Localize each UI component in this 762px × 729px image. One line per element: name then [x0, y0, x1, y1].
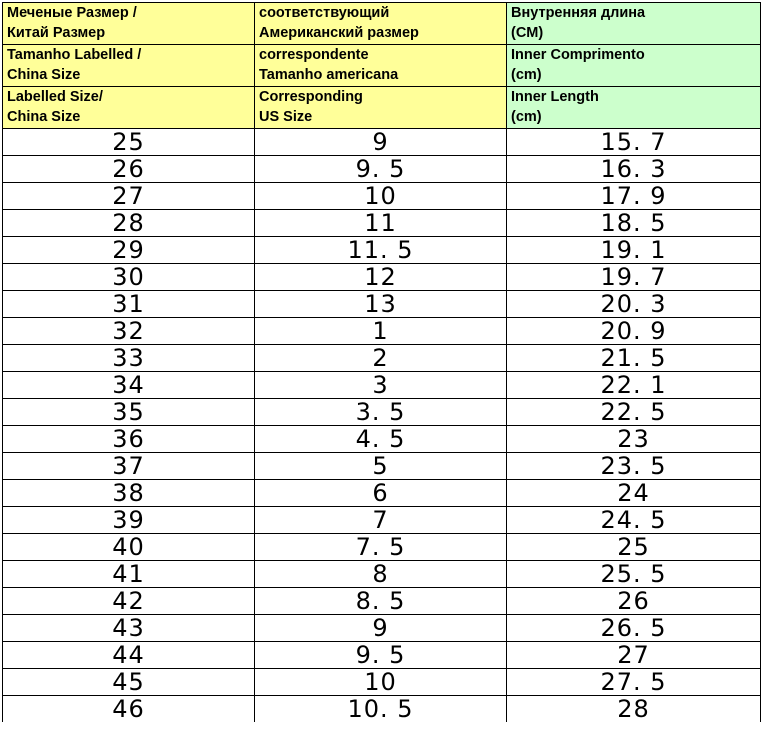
us-size-cell: 11. 5	[255, 237, 507, 264]
china-size-cell: 46	[3, 696, 255, 723]
header-text: (cm)	[511, 67, 542, 83]
inner-length-cell: 23. 5	[507, 453, 761, 480]
table-row	[3, 642, 761, 669]
china-size-cell: 30	[3, 264, 255, 291]
china-size-cell: 35	[3, 399, 255, 426]
china-size-cell: 28	[3, 210, 255, 237]
header-cell-china-size	[3, 45, 255, 87]
table-row	[3, 426, 761, 453]
inner-length-cell: 27	[507, 642, 761, 669]
header-text: Tamanho Labelled /	[7, 47, 142, 63]
header-row	[3, 3, 761, 45]
header-text: correspondente	[259, 47, 369, 63]
us-size-cell: 7	[255, 507, 507, 534]
us-size-cell: 8. 5	[255, 588, 507, 615]
us-size-cell: 2	[255, 345, 507, 372]
china-size-cell: 44	[3, 642, 255, 669]
table-row	[3, 453, 761, 480]
header-cell-china-size	[3, 87, 255, 129]
us-size-cell: 10. 5	[255, 696, 507, 723]
us-size-cell: 5	[255, 453, 507, 480]
table-row	[3, 345, 761, 372]
table-row	[3, 588, 761, 615]
china-size-cell: 29	[3, 237, 255, 264]
inner-length-cell: 24	[507, 480, 761, 507]
inner-length-cell: 19. 1	[507, 237, 761, 264]
inner-length-cell: 20. 9	[507, 318, 761, 345]
header-text: (cm)	[511, 109, 542, 125]
header-cell-china-size	[3, 3, 255, 45]
inner-length-cell: 25. 5	[507, 561, 761, 588]
us-size-cell: 3	[255, 372, 507, 399]
header-cell-us-size	[255, 45, 507, 87]
inner-length-cell: 27. 5	[507, 669, 761, 696]
header-text: Китай Размер	[7, 25, 106, 41]
inner-length-cell: 22. 1	[507, 372, 761, 399]
header-text: Inner Comprimento	[511, 47, 645, 63]
us-size-cell: 4. 5	[255, 426, 507, 453]
china-size-cell: 25	[3, 129, 255, 156]
header-text: China Size	[7, 67, 81, 83]
size-chart-body	[3, 3, 761, 723]
china-size-cell: 40	[3, 534, 255, 561]
header-row	[3, 87, 761, 129]
header-text: Меченые Размер /	[7, 5, 137, 21]
china-size-cell: 34	[3, 372, 255, 399]
china-size-cell: 36	[3, 426, 255, 453]
china-size-cell: 42	[3, 588, 255, 615]
us-size-cell: 7. 5	[255, 534, 507, 561]
inner-length-cell: 26	[507, 588, 761, 615]
inner-length-cell: 15. 7	[507, 129, 761, 156]
table-row	[3, 399, 761, 426]
header-cell-inner-length	[507, 3, 761, 45]
inner-length-cell: 21. 5	[507, 345, 761, 372]
table-row	[3, 480, 761, 507]
inner-length-cell: 20. 3	[507, 291, 761, 318]
inner-length-cell: 23	[507, 426, 761, 453]
header-text: (CM)	[511, 25, 544, 41]
china-size-cell: 27	[3, 183, 255, 210]
header-text: Inner Length	[511, 89, 599, 105]
header-text: Corresponding	[259, 89, 363, 105]
china-size-cell: 31	[3, 291, 255, 318]
header-text: China Size	[7, 109, 81, 125]
table-row	[3, 696, 761, 723]
header-cell-us-size	[255, 3, 507, 45]
header-cell-inner-length	[507, 87, 761, 129]
us-size-cell: 9	[255, 615, 507, 642]
inner-length-cell: 16. 3	[507, 156, 761, 183]
size-chart-table	[2, 2, 761, 722]
us-size-cell: 9. 5	[255, 156, 507, 183]
table-row	[3, 615, 761, 642]
header-cell-inner-length	[507, 45, 761, 87]
china-size-cell: 32	[3, 318, 255, 345]
table-row	[3, 372, 761, 399]
table-row	[3, 669, 761, 696]
china-size-cell: 45	[3, 669, 255, 696]
inner-length-cell: 19. 7	[507, 264, 761, 291]
table-row	[3, 237, 761, 264]
inner-length-cell: 17. 9	[507, 183, 761, 210]
table-row	[3, 264, 761, 291]
us-size-cell: 9. 5	[255, 642, 507, 669]
header-text: соответствующий	[259, 5, 390, 21]
header-text: Labelled Size/	[7, 89, 103, 105]
table-row	[3, 291, 761, 318]
table-row	[3, 318, 761, 345]
header-cell-us-size	[255, 87, 507, 129]
us-size-cell: 1	[255, 318, 507, 345]
us-size-cell: 6	[255, 480, 507, 507]
table-row	[3, 156, 761, 183]
us-size-cell: 8	[255, 561, 507, 588]
header-text: Tamanho americana	[259, 67, 399, 83]
header-text: Внутренняя длина	[511, 5, 646, 21]
table-row	[3, 561, 761, 588]
inner-length-cell: 24. 5	[507, 507, 761, 534]
china-size-cell: 43	[3, 615, 255, 642]
us-size-cell: 11	[255, 210, 507, 237]
header-text: Американский размер	[259, 25, 419, 41]
china-size-cell: 37	[3, 453, 255, 480]
table-row	[3, 183, 761, 210]
us-size-cell: 13	[255, 291, 507, 318]
header-text: US Size	[259, 109, 313, 125]
inner-length-cell: 18. 5	[507, 210, 761, 237]
china-size-cell: 26	[3, 156, 255, 183]
us-size-cell: 10	[255, 183, 507, 210]
inner-length-cell: 26. 5	[507, 615, 761, 642]
inner-length-cell: 22. 5	[507, 399, 761, 426]
us-size-cell: 9	[255, 129, 507, 156]
us-size-cell: 10	[255, 669, 507, 696]
table-row	[3, 210, 761, 237]
table-row	[3, 534, 761, 561]
us-size-cell: 3. 5	[255, 399, 507, 426]
china-size-cell: 41	[3, 561, 255, 588]
header-row	[3, 45, 761, 87]
china-size-cell: 33	[3, 345, 255, 372]
inner-length-cell: 28	[507, 696, 761, 723]
table-row	[3, 507, 761, 534]
us-size-cell: 12	[255, 264, 507, 291]
table-row	[3, 129, 761, 156]
china-size-cell: 38	[3, 480, 255, 507]
china-size-cell: 39	[3, 507, 255, 534]
inner-length-cell: 25	[507, 534, 761, 561]
